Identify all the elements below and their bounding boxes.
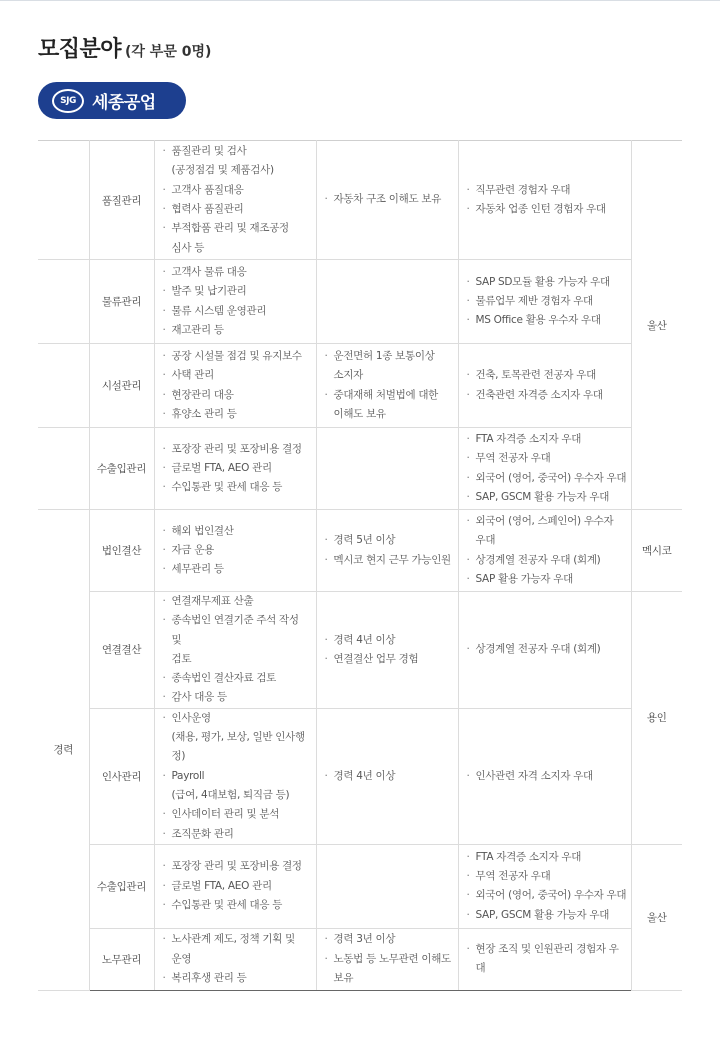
page-title: [38, 32, 211, 63]
list-item: · 외국어 (영어, 스페인어) 우수자 우대: [467, 512, 627, 551]
bullet-list: [155, 263, 316, 340]
preferences-cell: [458, 428, 631, 510]
bullet-list: [459, 273, 631, 331]
list-item: · 수입통관 및 관세 대응 등: [163, 896, 312, 915]
list-item: · 물류업무 제반 경험자 우대: [467, 292, 627, 311]
requirements-cell: [316, 428, 458, 510]
position-name: 품질관리: [89, 141, 154, 260]
requirements-cell: [316, 708, 458, 844]
bullet-list: [459, 940, 631, 979]
duties-cell: [154, 510, 316, 592]
location-cell: 용인: [631, 592, 682, 845]
preferences-cell: [458, 928, 631, 990]
list-item: · 물류 시스템 운영관리: [163, 302, 312, 321]
table-row: [38, 260, 682, 344]
bullet-list: [155, 857, 316, 915]
bullet-list: [317, 531, 458, 570]
duties-cell: [154, 708, 316, 844]
bullet-list: [155, 709, 316, 844]
position-name: 법인결산: [89, 510, 154, 592]
table-row: [38, 928, 682, 990]
position-name: 수출입관리: [89, 844, 154, 928]
list-item: · 자금 운용: [163, 541, 312, 560]
bullet-list: [459, 512, 631, 589]
requirements-cell: [316, 260, 458, 344]
list-item: · 재고관리 등: [163, 321, 312, 340]
list-item: · SAP, GSCM 활용 가능자 우대: [467, 488, 627, 507]
list-item: · 공장 시설물 점검 및 유지보수: [163, 347, 312, 366]
list-item: · 노동법 등 노무관련 이해도 보유: [325, 950, 454, 989]
company-name: 세종공업: [92, 93, 156, 113]
list-item: · 경력 3년 이상: [325, 930, 454, 949]
bullet-list: [317, 190, 458, 209]
list-item: · 직무관련 경험자 우대: [467, 181, 627, 200]
list-item: · 외국어 (영어, 중국어) 우수자 우대: [467, 886, 627, 905]
preferences-cell: [458, 344, 631, 428]
position-name: 인사관리: [89, 708, 154, 844]
category-cell-empty: [38, 141, 89, 260]
list-item: · 무역 전공자 우대: [467, 449, 627, 468]
list-item: · 상경계열 전공자 우대 (회계): [467, 640, 627, 659]
duties-cell: [154, 844, 316, 928]
bullet-list: [459, 366, 631, 405]
category-career: 경력: [38, 510, 89, 991]
list-item: · 현장관리 대응: [163, 386, 312, 405]
list-item: · 자동차 구조 이해도 보유: [325, 190, 454, 209]
list-item: · 인사관련 자격 소지자 우대: [467, 767, 627, 786]
duties-cell: [154, 260, 316, 344]
list-item: · SAP 활용 가능자 우대: [467, 570, 627, 589]
list-item: · 해외 법인결산: [163, 522, 312, 541]
table-row: [38, 510, 682, 592]
requirements-cell: [316, 592, 458, 709]
bullet-list: [155, 440, 316, 498]
list-item: · 조직문화 관리: [163, 825, 312, 844]
bullet-list: [317, 631, 458, 670]
requirements-cell: [316, 141, 458, 260]
list-item: · 노사관계 제도, 정책 기획 및 운영: [163, 930, 312, 969]
preferences-cell: [458, 592, 631, 709]
list-item: · 경력 5년 이상: [325, 531, 454, 550]
list-item: · 협력사 품질관리: [163, 200, 312, 219]
list-item: · 감사 대응 등: [163, 688, 312, 707]
duties-cell: [154, 344, 316, 428]
list-item: · 경력 4년 이상: [325, 767, 454, 786]
list-item: · MS Office 활용 우수자 우대: [467, 311, 627, 330]
list-item: · 고객사 물류 대응: [163, 263, 312, 282]
title-subtitle: (각 부문 0명): [125, 44, 212, 60]
list-item: · 포장장 관리 및 포장비용 결정: [163, 857, 312, 876]
duties-cell: [154, 592, 316, 709]
preferences-cell: [458, 708, 631, 844]
position-name: 노무관리: [89, 928, 154, 990]
list-item: · 인사데이터 관리 및 분석: [163, 805, 312, 824]
table-row: [38, 141, 682, 260]
duties-cell: [154, 928, 316, 990]
bullet-list: [317, 930, 458, 988]
top-divider: [0, 0, 720, 1]
table-row: [38, 344, 682, 428]
list-item: · 휴양소 관리 등: [163, 405, 312, 424]
list-item: · 고객사 품질대응: [163, 181, 312, 200]
requirements-cell: [316, 844, 458, 928]
list-item: · 무역 전공자 우대: [467, 867, 627, 886]
list-item: · 경력 4년 이상: [325, 631, 454, 650]
bullet-list: [155, 347, 316, 424]
table-row: [38, 708, 682, 844]
position-name: 물류관리: [89, 260, 154, 344]
position-name: 수출입관리: [89, 428, 154, 510]
list-item: · 건축, 토목관련 전공자 우대: [467, 366, 627, 385]
list-item: · SAP SD모듈 활용 가능자 우대: [467, 273, 627, 292]
location-cell: 울산: [631, 141, 682, 510]
preferences-cell: [458, 260, 631, 344]
list-item: · 연결재무제표 산출: [163, 592, 312, 611]
list-item: · 세무관리 등: [163, 560, 312, 579]
bullet-list: [155, 930, 316, 988]
list-item: · 수입통관 및 관세 대응 등: [163, 478, 312, 497]
list-item: · 건축관련 자격증 소지자 우대: [467, 386, 627, 405]
position-name: 연결결산: [89, 592, 154, 709]
preferences-cell: [458, 141, 631, 260]
requirements-cell: [316, 344, 458, 428]
bullet-list: [459, 181, 631, 220]
list-item: · FTA 자격증 소지자 우대: [467, 848, 627, 867]
list-item: · 종속법인 결산자료 검토: [163, 669, 312, 688]
list-item: · SAP, GSCM 활용 가능자 우대: [467, 906, 627, 925]
bullet-list: [317, 347, 458, 424]
category-cell-empty: [38, 344, 89, 428]
list-item: · 외국어 (영어, 중국어) 우수자 우대: [467, 469, 627, 488]
list-item: · 인사운영 (채용, 평가, 보상, 일반 인사행정): [163, 709, 312, 767]
list-item: · 상경계열 전공자 우대 (회계): [467, 551, 627, 570]
list-item: · 포장장 관리 및 포장비용 결정: [163, 440, 312, 459]
list-item: · 자동차 업종 인턴 경험자 우대: [467, 200, 627, 219]
list-item: · 종속법인 연결기준 주석 작성 및 검토: [163, 611, 312, 669]
list-item: · 부적합품 관리 및 재조공정 심사 등: [163, 219, 312, 258]
list-item: · 품질관리 및 검사 (공정점검 및 제품검사): [163, 142, 312, 181]
preferences-cell: [458, 844, 631, 928]
requirements-cell: [316, 510, 458, 592]
bullet-list: [459, 430, 631, 507]
requirements-cell: [316, 928, 458, 990]
table-row: [38, 428, 682, 510]
list-item: · 중대재해 처벌법에 대한 이해도 보유: [325, 386, 454, 425]
bullet-list: [459, 640, 631, 659]
duties-cell: [154, 428, 316, 510]
logo-mark-icon: SJG: [52, 89, 84, 113]
table-row: [38, 844, 682, 928]
position-name: 시설관리: [89, 344, 154, 428]
list-item: · 멕시코 현지 근무 가능인원: [325, 551, 454, 570]
list-item: · 운전면허 1종 보통이상 소지자: [325, 347, 454, 386]
list-item: · 복리후생 관리 등: [163, 969, 312, 988]
company-logo: [38, 82, 186, 119]
category-cell-empty: [38, 428, 89, 510]
list-item: · 사택 관리: [163, 366, 312, 385]
recruitment-table: [38, 140, 682, 991]
bullet-list: [155, 592, 316, 708]
bullet-list: [155, 142, 316, 258]
list-item: · 글로벌 FTA, AEO 관리: [163, 877, 312, 896]
location-cell: 멕시코: [631, 510, 682, 592]
list-item: · 연결결산 업무 경험: [325, 650, 454, 669]
title-text: 모집분야: [38, 37, 122, 62]
preferences-cell: [458, 510, 631, 592]
list-item: · 현장 조직 및 인원관리 경험자 우대: [467, 940, 627, 979]
list-item: · 글로벌 FTA, AEO 관리: [163, 459, 312, 478]
duties-cell: [154, 141, 316, 260]
bullet-list: [459, 767, 631, 786]
bullet-list: [459, 848, 631, 925]
bullet-list: [155, 522, 316, 580]
list-item: · Payroll (급여, 4대보험, 퇴직금 등): [163, 767, 312, 806]
list-item: · FTA 자격증 소지자 우대: [467, 430, 627, 449]
list-item: · 발주 및 납기관리: [163, 282, 312, 301]
bullet-list: [317, 767, 458, 786]
location-cell: 울산: [631, 844, 682, 990]
category-cell-empty: [38, 260, 89, 344]
table-row: [38, 592, 682, 709]
